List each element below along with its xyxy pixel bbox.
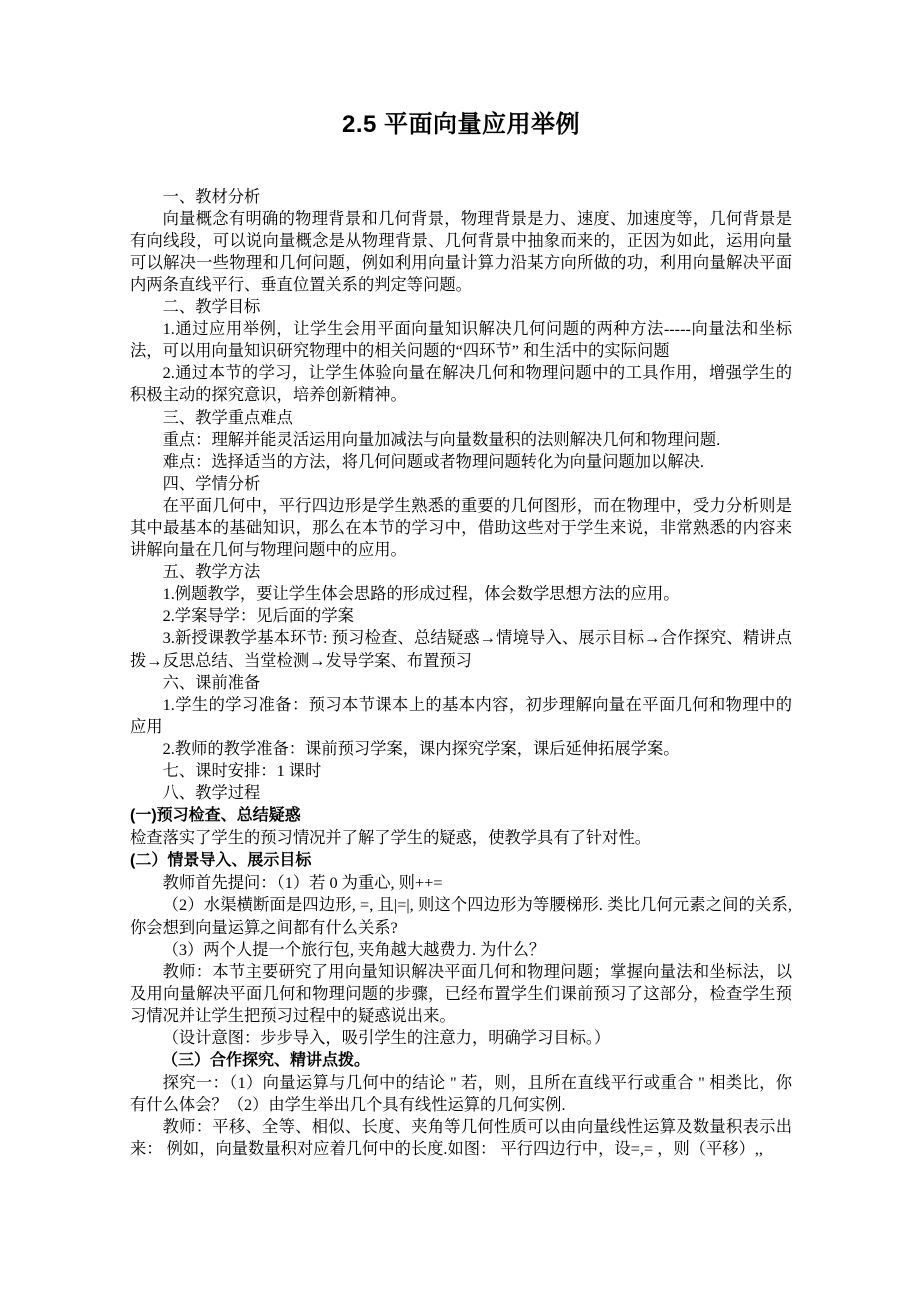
section-heading-teaching-process: 八、教学过程 [162,783,261,803]
paragraph-difficult-point: 难点：选择适当的方法，将几何问题或者物理问题转化为向量问题加以解决. [162,451,704,471]
paragraph-key-point: 重点：理解并能灵活运用向量加减法与向量数量积的法则解决几何和物理问题. [162,429,721,449]
section-heading-key-and-difficult-points: 三、教学重点难点 [162,407,293,427]
section-heading-teaching-methods: 五、教学方法 [162,562,261,582]
paragraph-teacher-remark-inquiry: 教师：平移、全等、相似、长度、夹角等几何性质可以由向量线性运算及数量积表示出来： 例如，向量数量积对应着几何中的长度.如图： 平行四边行中，设=,= ，则（平移）,, [130,1117,792,1159]
document-content [130,108,792,1160]
section-heading-pre-class-preparation: 六、课前准备 [162,672,261,692]
paragraph-question-1: 教师首先提问：（1）若 0 为重心, 则++= [162,873,443,893]
paragraph-question-3: （3）两个人提一个旅行包, 夹角越大越费力. 为什么？ [162,939,546,959]
document-body [130,186,792,1161]
paragraph-preparation-teacher: 2.教师的教学准备：课前预习学案，课内探究学案，课后延伸拓展学案。 [162,738,680,758]
paragraph-teaching-material-analysis: 向量概念有明确的物理背景和几何背景，物理背景是力、速度、加速度等，几何背景是有向线段，可以说向量概念是从物理背景、几何背景中抽象而来的，正因为如此，运用向量可以解决一些物理和几何问题，例如利用向量计算力沿某方向所做的功，利用向量解决平面内两条直线平行、垂直位置关系的判定等问题。 [130,208,792,294]
paragraph-objective-2: 2.通过本节的学习，让学生体验向量在解决几何和物理问题中的工具作用，增强学生的积极主动的探究意识，培养创新精神。 [130,363,792,405]
section-heading-student-analysis: 四、学情分析 [162,473,261,493]
section-heading-teaching-objectives: 二、教学目标 [162,297,261,317]
paragraph-student-analysis: 在平面几何中，平行四边形是学生熟悉的重要的几何图形，而在物理中，受力分析则是其中最基本的基础知识，那么在本节的学习中，借助这些对于学生来说，非常熟悉的内容来讲解向量在几何与物理问题中的应用。 [130,495,792,560]
paragraph-method-3: 3.新授课教学基本环节: 预习检查、总结疑惑→情境导入、展示目标→合作探究、精讲点拨→反思总结、当堂检测→发导学案、布置预习 [130,628,792,670]
subsection-heading-cooperative-inquiry: （三）合作探究、精讲点拨。 [162,1052,371,1070]
paragraph-method-2: 2.学案导学：见后面的学案 [162,606,354,626]
paragraph-design-intent: （设计意图：步步导入，吸引学生的注意力，明确学习目标。） [162,1027,611,1047]
paragraph-preparation-student: 1.学生的学习准备：预习本节课本上的基本内容，初步理解向量在平面几何和物理中的应用 [130,694,792,736]
section-heading-teaching-material: 一、教材分析 [162,186,261,206]
paragraph-preview-check-body: 检查落实了学生的预习情况并了解了学生的疑惑，使教学具有了针对性。 [130,828,652,848]
paragraph-inquiry-one: 探究一：（1）向量运算与几何中的结论 " 若，则，且所在直线平行或重合 " 相类比，你有什么体会？（2）由学生举出几个具有线性运算的几何实例. [130,1073,792,1115]
subsection-heading-preview-check: (一)预习检查、总结疑惑 [130,807,301,825]
subsection-heading-scenario-intro: (二）情景导入、展示目标 [130,852,312,870]
paragraph-objective-1: 1.通过应用举例，让学生会用平面向量知识解决几何问题的两种方法-----向量法和坐标法，可以用向量知识研究物理中的相关问题的“四环节” 和生活中的实际问题 [130,319,792,361]
paragraph-teacher-remark-intro: 教师：本节主要研究了用向量知识解决平面几何和物理问题；掌握向量法和坐标法，以及用向量解决平面几何和物理问题的步骤，已经布置学生们课前预习了这部分，检查学生预习情况并让学生把预习过程中的疑惑说出来。 [130,961,792,1025]
page-title: 2.5 平面向量应用举例 [341,111,581,138]
section-heading-class-schedule: 七、课时安排：1 课时 [162,761,322,781]
paragraph-question-2: （2）水渠横断面是四边形, =, 且|=|, 则这个四边形为等腰梯形. 类比几何元素之间的关系, 你会想到向量运算之间都有什么关系? [130,895,792,937]
paragraph-method-1: 1.例题教学，要让学生体会思路的形成过程，体会数学思想方法的应用。 [162,584,680,604]
